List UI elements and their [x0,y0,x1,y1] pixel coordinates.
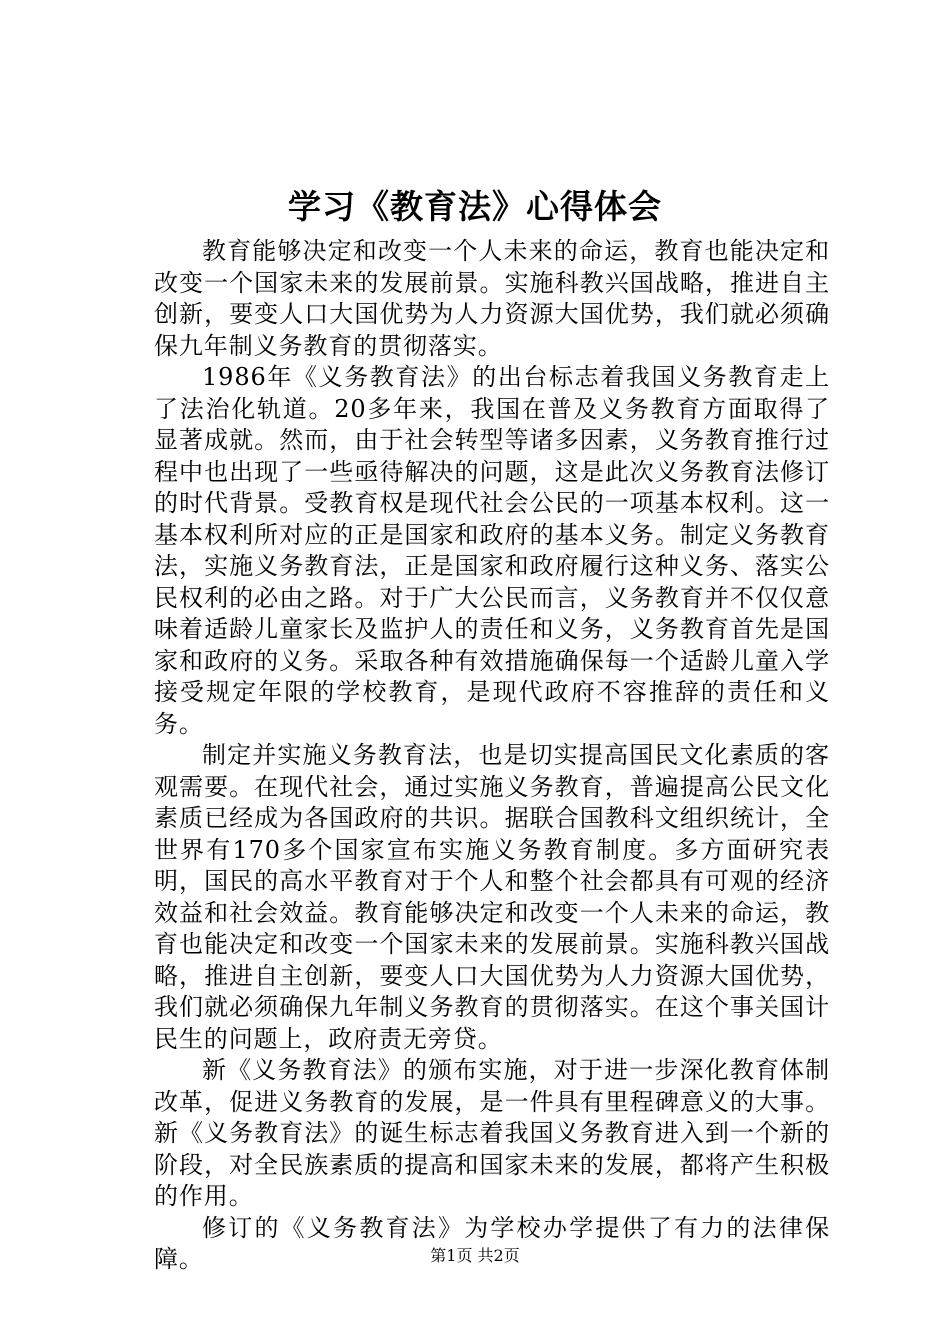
document-body [154,236,830,1276]
paragraph-4: 新《义务教育法》的颁布实施，对于进一步深化教育体制改革，促进义务教育的发展，是一件具有里程碑意义的大事。新《义务教育法》的诞生标志着我国义务教育进入到一个新的阶段，对全民族素质的提高和国家未来的发展，都将产生积极的作用。 [154,1056,830,1210]
paragraph-2: 1986年《义务教育法》的出台标志着我国义务教育走上了法治化轨道。20多年来，我国在普及义务教育方面取得了显著成就。然而，由于社会转型等诸多因素，义务教育推行过程中也出现了一些亟待解决的问题，这是此次义务教育法修订的时代背景。受教育权是现代社会公民的一项基本权利。这一基本权利所对应的正是国家和政府的基本义务。制定义务教育法，实施义务教育法，正是国家和政府履行这种义务、落实公民权利的必由之路。对于广大公民而言，义务教育并不仅仅意味着适龄儿童家长及监护人的责任和义务，义务教育首先是国家和政府的义务。采取各种有效措施确保每一个适龄儿童入学接受规定年限的学校教育，是现代政府不容推辞的责任和义务。 [154,363,830,738]
document-title: 学习《教育法》心得体会 [288,187,662,226]
paragraph-5: 修订的《义务教育法》为学校办学提供了有力的法律保障。 [154,1213,830,1273]
paragraph-1: 教育能够决定和改变一个人未来的命运，教育也能决定和改变一个国家未来的发展前景。实施科教兴国战略，推进自主创新，要变人口大国优势为人力资源大国优势，我们就必须确保九年制义务教育的贯彻落实。 [154,237,830,360]
page-number: 第1页 共2页 [430,1246,520,1265]
paragraph-3: 制定并实施义务教育法，也是切实提高国民文化素质的客观需要。在现代社会，通过实施义务教育，普遍提高公民文化素质已经成为各国政府的共识。据联合国教科文组织统计，全世界有170多个国家宣布实施义务教育制度。多方面研究表明，国民的高水平教育对于个人和整个社会都具有可观的经济效益和社会效益。教育能够决定和改变一个人未来的命运，教育也能决定和改变一个国家未来的发展前景。实施科教兴国战略，推进自主创新，要变人口大国优势为人力资源大国优势，我们就必须确保九年制义务教育的贯彻落实。在这个事关国计民生的问题上，政府责无旁贷。 [154,741,830,1053]
